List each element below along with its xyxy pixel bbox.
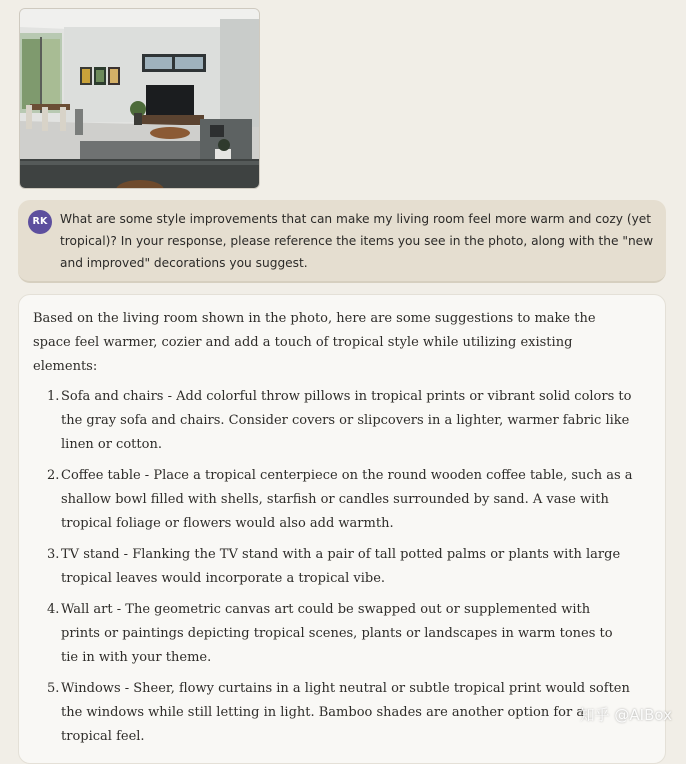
list-item-number: 5. (47, 681, 60, 696)
list-item-text: Coffee table - Place a tropical centerpiece on the round wooden coffee table, such as a shallow bowl filled with shells, starfish or candles surrounded by sand. A vase with tropical foliage or flowers would also add warmth. (61, 468, 633, 531)
list-item-number: 3. (47, 547, 60, 562)
user-message (18, 200, 666, 283)
user-message-text: What are some style improvements that can make my living room feel more warm and cozy (yet tropical)? In your response, please reference the items you see in the photo, along with the "new and improved" decorations you suggest. (60, 212, 654, 270)
assistant-message (18, 294, 666, 764)
list-item-number: 4. (47, 602, 60, 617)
list-item-text: Sofa and chairs - Add colorful throw pillows in tropical prints or vibrant solid colors to the gray sofa and chairs. Consider covers or slipcovers in a lighter, warmer fabric like linen or cotton. (61, 389, 632, 452)
list-item (33, 598, 633, 670)
list-item (33, 543, 633, 591)
assistant-message-body (33, 307, 633, 756)
list-item (33, 385, 633, 457)
list-item-number: 2. (47, 468, 60, 483)
suggestion-list (33, 385, 633, 749)
response-intro: Based on the living room shown in the photo, here are some suggestions to make the space feel warmer, cozier and add a touch of tropical style while utilizing existing elements: (33, 311, 596, 374)
living-room-photo[interactable] (19, 8, 260, 189)
list-item (33, 677, 633, 749)
list-item-number: 1. (47, 389, 60, 404)
list-item (33, 464, 633, 536)
watermark: 知乎 @AIBox (579, 706, 672, 724)
list-item-text: Wall art - The geometric canvas art could be swapped out or supplemented with prints or paintings depicting tropical scenes, plants or landscapes in warm tones to tie in with your theme. (61, 602, 613, 665)
list-item-text: Windows - Sheer, flowy curtains in a light neutral or subtle tropical print would soften the windows while still letting in light. Bamboo shades are another option for a tropical feel. (61, 681, 630, 744)
user-avatar: RK (28, 210, 52, 234)
list-item-text: TV stand - Flanking the TV stand with a pair of tall potted palms or plants with large tropical leaves would incorporate a tropical vibe. (61, 547, 621, 586)
